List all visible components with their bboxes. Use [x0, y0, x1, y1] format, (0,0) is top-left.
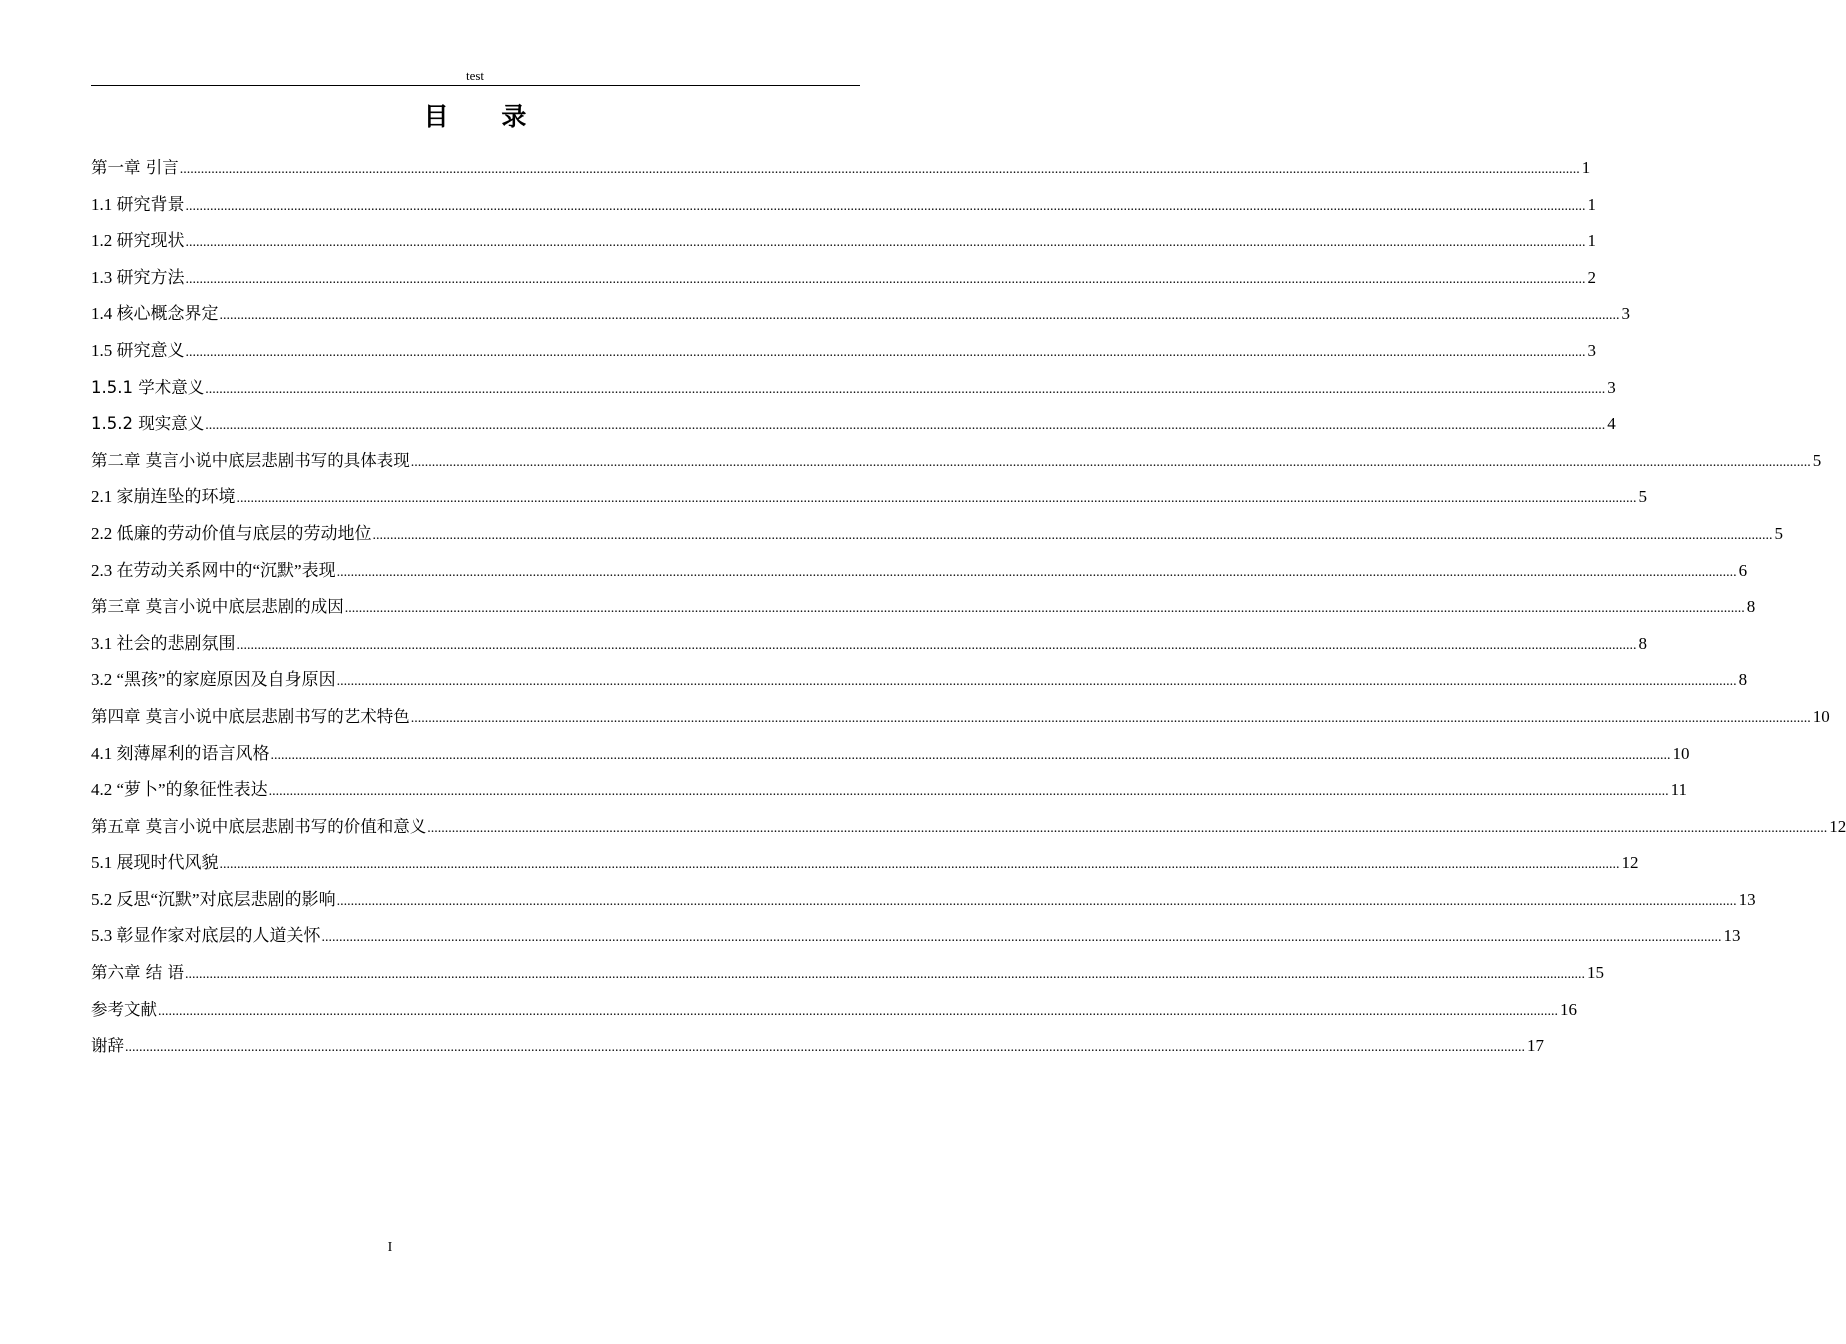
toc-entry[interactable] — [91, 553, 1748, 590]
toc-dot-leader: ................................................................................................................................................................................................................................................................................................................................................................................................................ — [125, 1040, 1525, 1056]
toc-entry-page-number: 12 — [1621, 853, 1639, 873]
toc-dot-leader: ................................................................................................................................................................................................................................................................................................................................................................................................................ — [268, 784, 1669, 800]
toc-entry[interactable] — [91, 699, 1830, 736]
table-of-contents — [91, 150, 1846, 1065]
toc-entry-title: 4.2 “萝卜”的象征性表达 — [91, 780, 268, 800]
toc-entry-page-number: 4 — [1607, 414, 1616, 434]
toc-dot-leader: ................................................................................................................................................................................................................................................................................................................................................................................................................ — [185, 967, 1585, 983]
toc-dot-leader: ................................................................................................................................................................................................................................................................................................................................................................................................................ — [236, 491, 1637, 507]
toc-entry-title: 第三章 莫言小说中底层悲剧的成因 — [91, 597, 344, 617]
toc-entry-title: 第五章 莫言小说中底层悲剧书写的价值和意义 — [91, 816, 427, 836]
toc-entry-page-number: 17 — [1527, 1036, 1544, 1056]
toc-entry-title: 2.1 家崩连坠的环境 — [91, 487, 236, 507]
toc-dot-leader: ................................................................................................................................................................................................................................................................................................................................................................................................................ — [185, 198, 1586, 214]
toc-entry-title: 3.1 社会的悲剧氛围 — [91, 633, 236, 653]
toc-entry[interactable] — [91, 662, 1748, 699]
toc-entry[interactable] — [91, 443, 1822, 480]
toc-entry-title: 4.1 刻薄犀利的语言风格 — [91, 743, 270, 763]
toc-dot-leader: ................................................................................................................................................................................................................................................................................................................................................................................................................ — [185, 271, 1586, 287]
toc-entry-page-number: 10 — [1812, 706, 1830, 726]
toc-dot-leader: ................................................................................................................................................................................................................................................................................................................................................................................................................ — [372, 527, 1773, 543]
toc-entry-title: 5.2 反思“沉默”对底层悲剧的影响 — [91, 889, 336, 909]
toc-entry-page-number: 6 — [1738, 560, 1748, 580]
toc-entry-page-number: 5 — [1812, 450, 1822, 470]
page-header: test — [465, 68, 485, 83]
toc-entry-page-number: 1 — [1587, 231, 1596, 251]
toc-dot-leader: ................................................................................................................................................................................................................................................................................................................................................................................................................ — [344, 601, 1745, 617]
toc-entry-page-number: 15 — [1587, 963, 1604, 983]
toc-entry-title: 1.1 研究背景 — [91, 194, 185, 214]
toc-entry-page-number: 13 — [1738, 889, 1756, 909]
toc-entry[interactable] — [91, 1028, 1544, 1065]
toc-entry-title: 参考文献 — [91, 999, 157, 1019]
toc-entry-title: 谢辞 — [91, 1036, 124, 1056]
toc-entry-page-number: 3 — [1621, 304, 1630, 324]
toc-entry[interactable] — [91, 736, 1690, 773]
toc-entry-page-number: 8 — [1638, 633, 1647, 653]
toc-entry[interactable] — [91, 516, 1783, 553]
toc-entry-title: 3.2 “黑孩”的家庭原因及自身原因 — [91, 670, 336, 690]
toc-dot-leader: ................................................................................................................................................................................................................................................................................................................................................................................................................ — [410, 710, 1811, 726]
toc-dot-leader: ................................................................................................................................................................................................................................................................................................................................................................................................................ — [321, 930, 1722, 946]
header-divider — [91, 85, 860, 86]
toc-entry-title: 1.5.1 学术意义 — [91, 377, 205, 397]
toc-entry[interactable] — [91, 260, 1596, 297]
toc-entry[interactable] — [91, 223, 1596, 260]
toc-entry[interactable] — [91, 370, 1616, 407]
toc-entry[interactable] — [91, 992, 1577, 1029]
toc-entry[interactable] — [91, 809, 1846, 846]
toc-entry[interactable] — [91, 772, 1687, 809]
toc-entry-page-number: 16 — [1560, 999, 1577, 1019]
toc-entry-page-number: 8 — [1746, 597, 1756, 617]
toc-entry[interactable] — [91, 626, 1647, 663]
toc-entry-title: 第六章 结 语 — [91, 963, 184, 983]
toc-entry-title: 5.3 彰显作家对底层的人道关怀 — [91, 926, 321, 946]
toc-dot-leader: ................................................................................................................................................................................................................................................................................................................................................................................................................ — [219, 857, 1620, 873]
toc-entry[interactable] — [91, 955, 1604, 992]
toc-dot-leader: ................................................................................................................................................................................................................................................................................................................................................................................................................ — [158, 1003, 1558, 1019]
toc-entry-page-number: 12 — [1829, 816, 1846, 836]
toc-entry-page-number: 1 — [1587, 194, 1596, 214]
toc-entry[interactable] — [91, 589, 1756, 626]
toc-entry-title: 1.3 研究方法 — [91, 267, 185, 287]
toc-entry-title: 5.1 展现时代风貌 — [91, 853, 219, 873]
footer-page-number: I — [387, 1240, 393, 1255]
toc-dot-leader: ................................................................................................................................................................................................................................................................................................................................................................................................................ — [336, 893, 1737, 909]
toc-entry-title: 第一章 引言 — [91, 158, 179, 177]
toc-entry-title: 第二章 莫言小说中底层悲剧书写的具体表现 — [91, 450, 410, 470]
toc-entry-page-number: 10 — [1672, 743, 1690, 763]
toc-entry[interactable] — [91, 918, 1741, 955]
toc-dot-leader: ................................................................................................................................................................................................................................................................................................................................................................................................................ — [179, 162, 1580, 177]
toc-entry[interactable] — [91, 150, 1591, 187]
toc-entry-title: 1.4 核心概念界定 — [91, 304, 219, 324]
toc-dot-leader: ................................................................................................................................................................................................................................................................................................................................................................................................................ — [219, 308, 1620, 324]
toc-entry-title: 1.2 研究现状 — [91, 231, 185, 251]
toc-entry-page-number: 13 — [1723, 926, 1741, 946]
toc-entry-page-number: 2 — [1587, 267, 1596, 287]
toc-entry-title: 1.5.2 现实意义 — [91, 414, 205, 434]
toc-entry-title: 2.2 低廉的劳动价值与底层的劳动地位 — [91, 523, 372, 543]
toc-dot-leader: ................................................................................................................................................................................................................................................................................................................................................................................................................ — [270, 747, 1671, 763]
toc-dot-leader: ................................................................................................................................................................................................................................................................................................................................................................................................................ — [427, 820, 1828, 836]
toc-dot-leader: ................................................................................................................................................................................................................................................................................................................................................................................................................ — [185, 344, 1586, 360]
toc-dot-leader: ................................................................................................................................................................................................................................................................................................................................................................................................................ — [236, 637, 1637, 653]
toc-dot-leader: ................................................................................................................................................................................................................................................................................................................................................................................................................ — [336, 674, 1737, 690]
toc-dot-leader: ................................................................................................................................................................................................................................................................................................................................................................................................................ — [410, 454, 1811, 470]
toc-dot-leader: ................................................................................................................................................................................................................................................................................................................................................................................................................ — [205, 381, 1606, 397]
toc-entry-page-number: 3 — [1607, 377, 1616, 397]
toc-entry-page-number: 11 — [1670, 780, 1687, 800]
toc-entry-title: 第四章 莫言小说中底层悲剧书写的艺术特色 — [91, 706, 410, 726]
toc-entry-page-number: 1 — [1581, 158, 1591, 177]
toc-entry[interactable] — [91, 187, 1596, 224]
toc-entry-page-number: 8 — [1738, 670, 1748, 690]
toc-entry-page-number: 3 — [1587, 340, 1596, 360]
toc-entry[interactable] — [91, 479, 1647, 516]
toc-title: 目 录 — [423, 102, 549, 131]
toc-dot-leader: ................................................................................................................................................................................................................................................................................................................................................................................................................ — [336, 564, 1737, 580]
toc-entry[interactable] — [91, 882, 1756, 919]
toc-entry-title: 2.3 在劳动关系网中的“沉默”表现 — [91, 560, 336, 580]
toc-entry[interactable] — [91, 845, 1639, 882]
toc-entry-page-number: 5 — [1774, 523, 1783, 543]
toc-entry-page-number: 5 — [1638, 487, 1647, 507]
toc-entry-title: 1.5 研究意义 — [91, 340, 185, 360]
toc-entry[interactable] — [91, 406, 1616, 443]
toc-dot-leader: ................................................................................................................................................................................................................................................................................................................................................................................................................ — [205, 418, 1606, 434]
toc-entry[interactable] — [91, 296, 1630, 333]
toc-dot-leader: ................................................................................................................................................................................................................................................................................................................................................................................................................ — [185, 235, 1586, 251]
toc-entry[interactable] — [91, 333, 1596, 370]
